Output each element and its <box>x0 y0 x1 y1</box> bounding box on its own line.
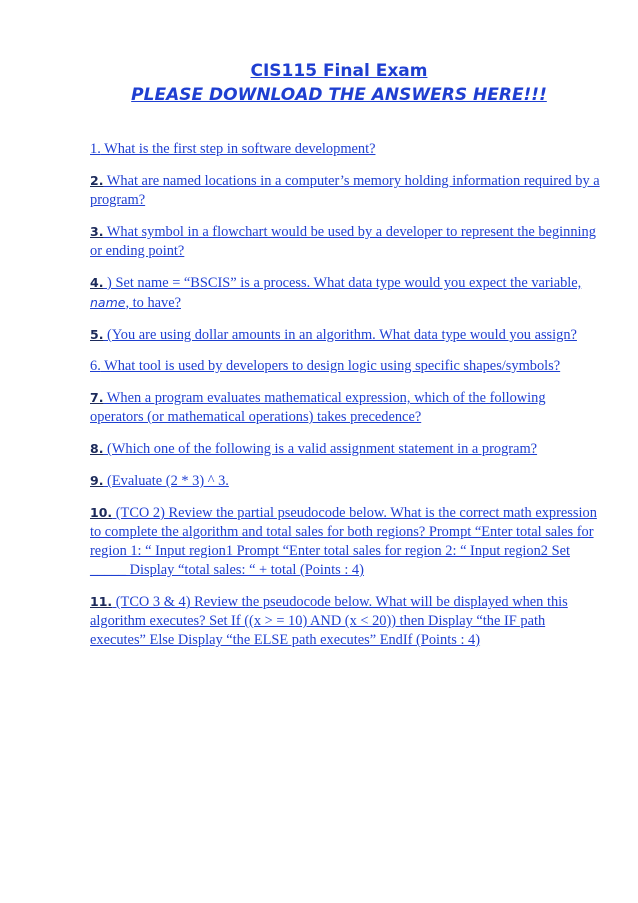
variable-name: name <box>90 295 126 310</box>
question-10[interactable] <box>90 503 602 580</box>
question-text: (Evaluate (2 * 3) ^ 3. <box>103 473 229 489</box>
question-1[interactable] <box>90 140 602 159</box>
question-text: (You are using dollar amounts in an algorithm. What data type would you assign? <box>103 327 577 343</box>
question-number: 10. <box>90 505 113 520</box>
download-answers-link[interactable]: PLEASE DOWNLOAD THE ANSWERS HERE!!! <box>131 85 547 105</box>
question-number: 3. <box>90 224 104 239</box>
question-4[interactable] <box>90 273 602 313</box>
question-5[interactable] <box>90 325 602 345</box>
question-text: (TCO 3 & 4) Review the pseudocode below. What will be displayed when this algorithm executes? Set If ((x > = 10) AND (x < 20)) then Display “the IF path executes” Else Display “the ELSE path executes” EndIf (Points : 4) <box>90 594 568 648</box>
question-7[interactable] <box>90 388 602 427</box>
question-text: (Which one of the following is a valid assignment statement in a program? <box>103 441 538 457</box>
exam-title: CIS115 Final Exam <box>250 61 428 81</box>
question-text: What symbol in a flowchart would be used by a developer to represent the beginning or ending point? <box>90 224 596 259</box>
question-number: 7. <box>90 390 104 405</box>
question-list <box>90 140 602 662</box>
question-text: (TCO 2) Review the partial pseudocode below. What is the correct math expression to complete the algorithm and total sales for both regions? Prompt “Enter total sales for region 1: “ Input region1 Prompt “Enter total sales for region 2: “ Input region2 Set _____ Display “total sales: “ + total (Points : 4) <box>90 505 597 578</box>
question-number: 4. <box>90 275 104 290</box>
question-2[interactable] <box>90 171 602 210</box>
question-6[interactable] <box>90 357 602 376</box>
question-text: ) Set name = “BSCIS” is a process. What data type would you expect the variable, <box>103 275 582 291</box>
question-9[interactable] <box>90 471 602 491</box>
question-11[interactable] <box>90 592 602 650</box>
question-number: 8. <box>90 441 104 456</box>
question-3[interactable] <box>90 222 602 261</box>
question-number: 11. <box>90 594 113 609</box>
question-number: 6. <box>90 358 101 374</box>
question-number: 5. <box>90 327 104 342</box>
question-text-end: , to have? <box>125 295 181 311</box>
question-8[interactable] <box>90 439 602 459</box>
question-text: What are named locations in a computer’s memory holding information required by a program? <box>90 173 600 208</box>
question-text: What is the first step in software development? <box>100 141 376 157</box>
question-number: 9. <box>90 473 104 488</box>
question-text: What tool is used by developers to design logic using specific shapes/symbols? <box>100 358 561 374</box>
question-number: 1. <box>90 141 101 157</box>
question-text: When a program evaluates mathematical expression, which of the following operators (or mathematical operations) takes precedence? <box>90 390 546 425</box>
question-number: 2. <box>90 173 104 188</box>
